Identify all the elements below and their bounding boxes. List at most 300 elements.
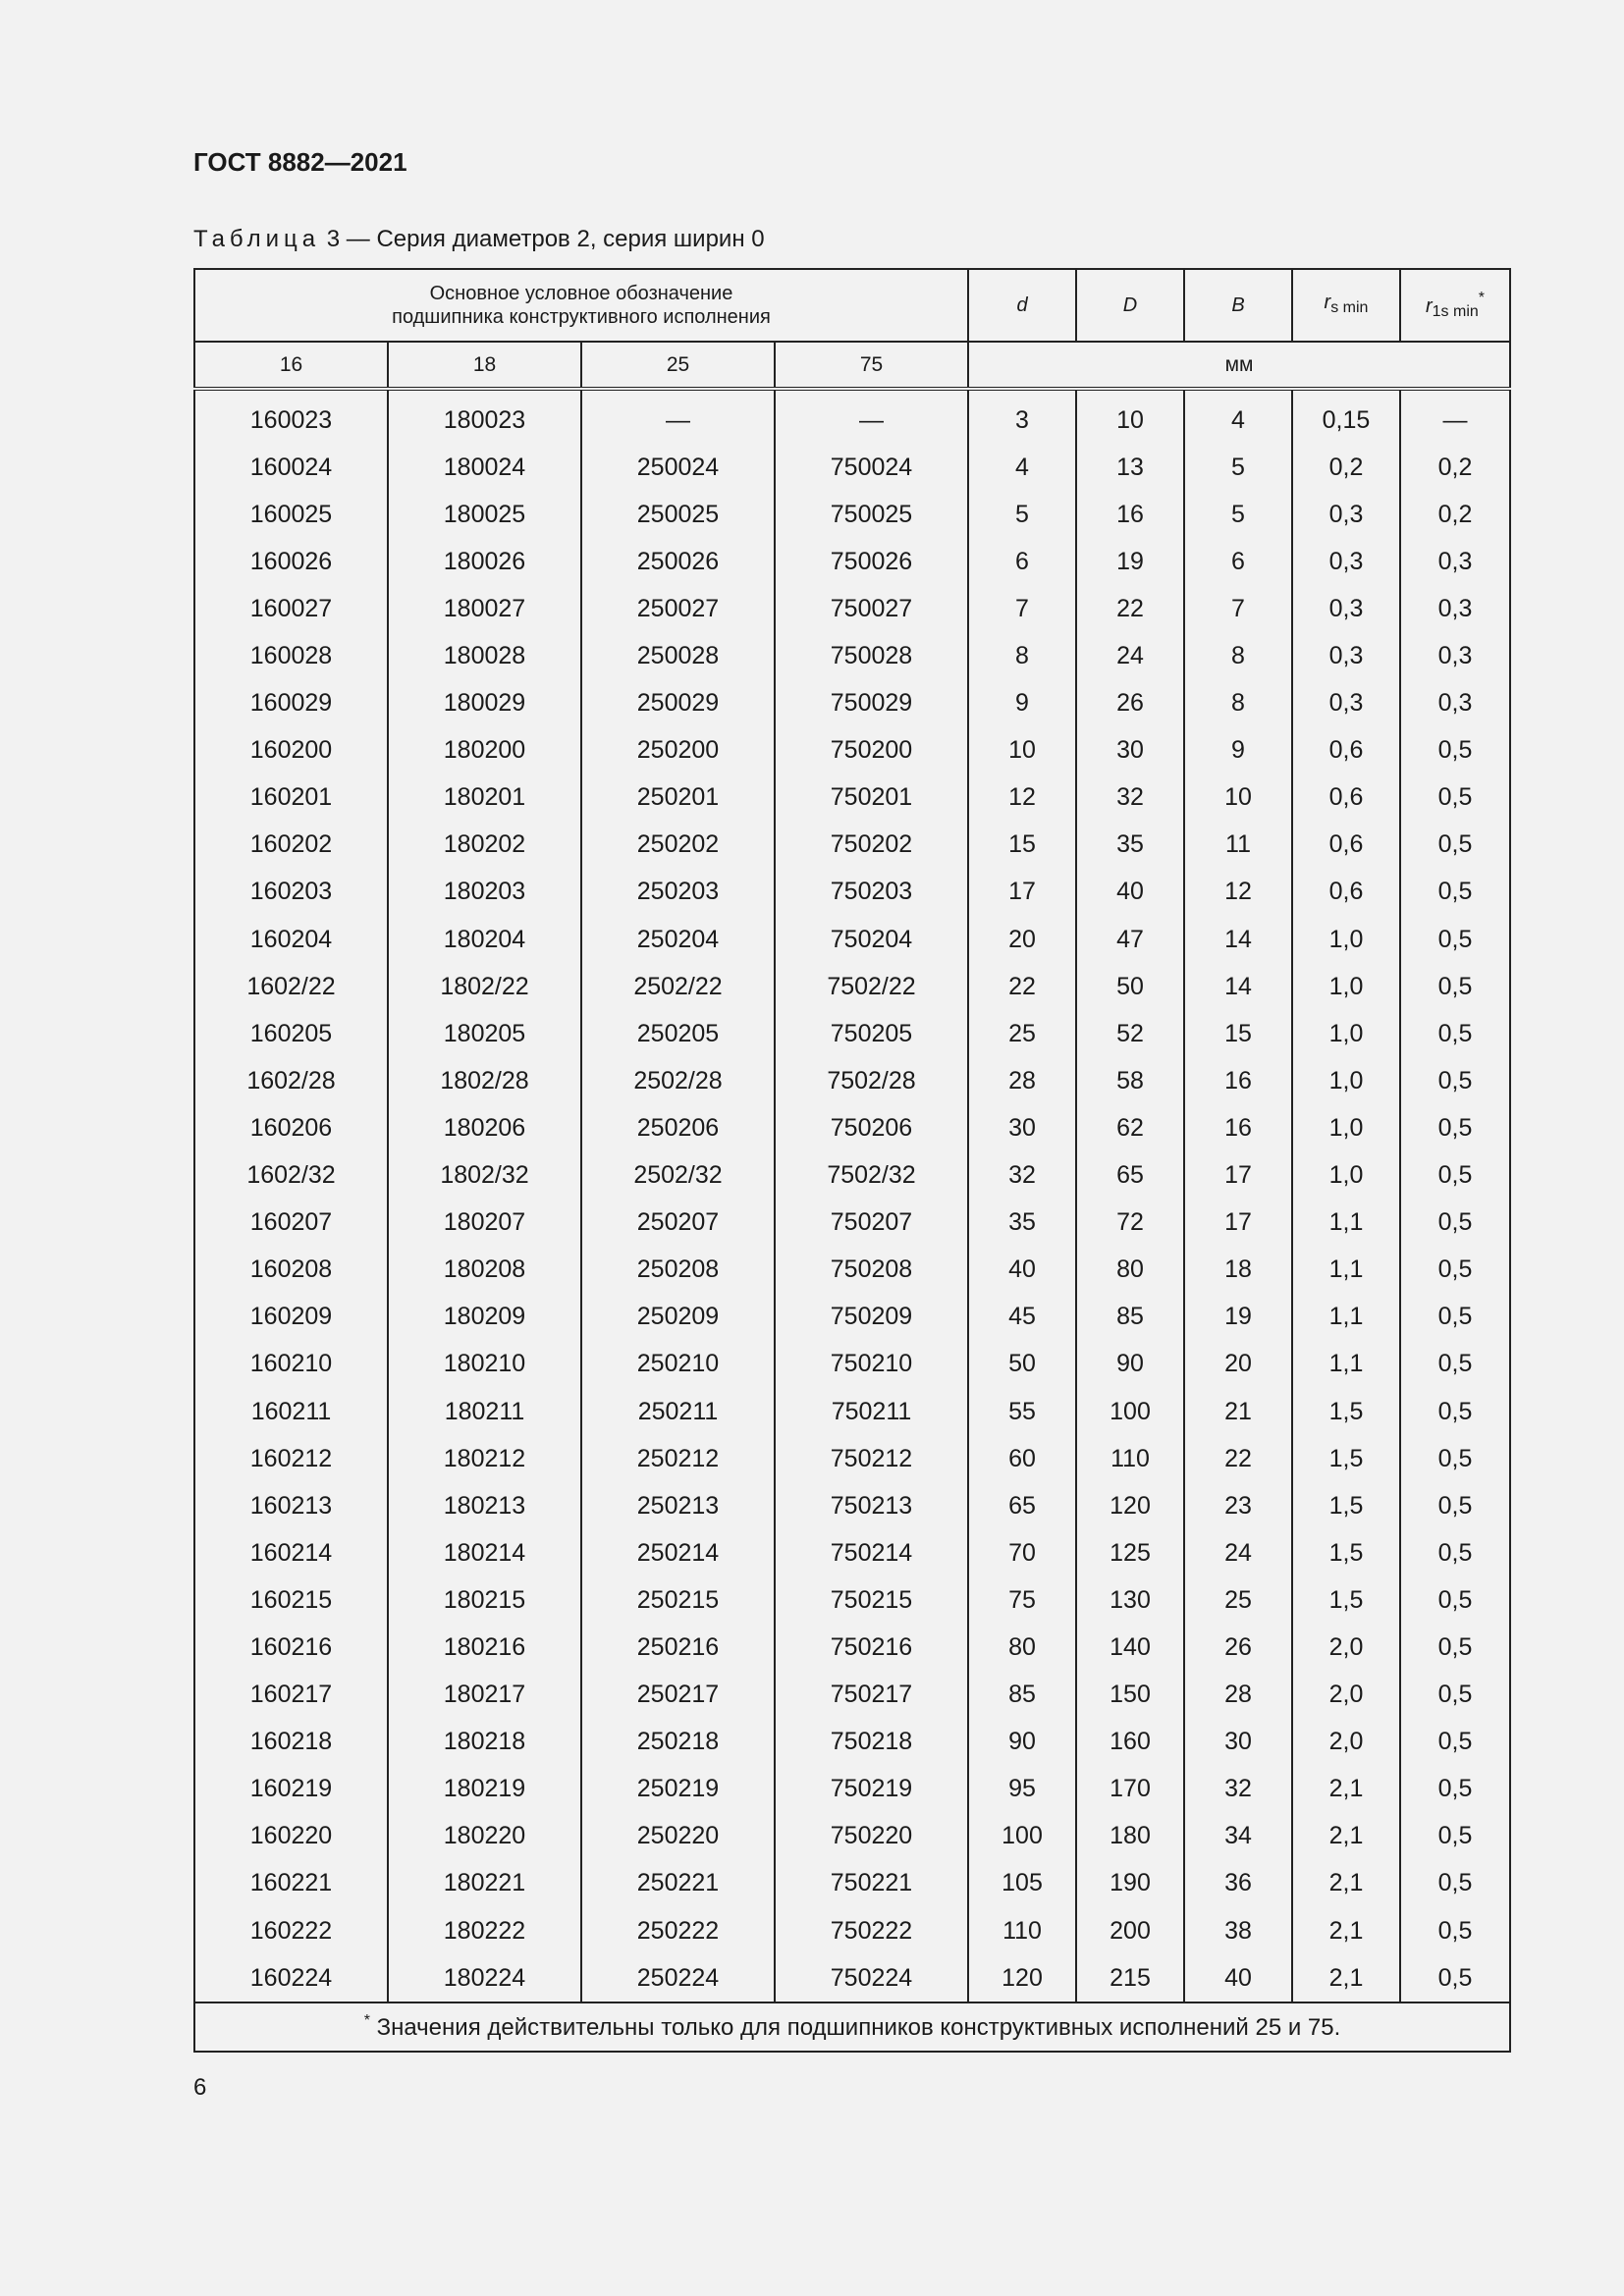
table-row bbox=[194, 1529, 1510, 1576]
table-cell: 250219 bbox=[581, 1766, 775, 1813]
table-cell: 160202 bbox=[194, 822, 388, 869]
subcol-18: 18 bbox=[388, 342, 581, 389]
table-cell: 25 bbox=[1184, 1576, 1292, 1624]
table-cell: 2,1 bbox=[1292, 1954, 1400, 2002]
table-cell: 160219 bbox=[194, 1766, 388, 1813]
table-cell: 5 bbox=[968, 491, 1076, 538]
table-cell: 0,5 bbox=[1400, 1152, 1510, 1200]
table-cell: 0,5 bbox=[1400, 1576, 1510, 1624]
table-cell: 250222 bbox=[581, 1907, 775, 1954]
table-cell: 190 bbox=[1076, 1860, 1184, 1907]
table-cell: 4 bbox=[968, 444, 1076, 491]
table-cell: 250208 bbox=[581, 1247, 775, 1294]
table-cell: 7 bbox=[968, 585, 1076, 632]
table-cell: 750212 bbox=[775, 1435, 968, 1482]
rs-min-header: $r_{s min}$ bbox=[1292, 269, 1400, 342]
table-cell: 750224 bbox=[775, 1954, 968, 2002]
table-cell: 750219 bbox=[775, 1766, 968, 1813]
table-cell: 9 bbox=[968, 680, 1076, 727]
caption-label: Таблица bbox=[193, 226, 321, 252]
table-cell: 0,5 bbox=[1400, 869, 1510, 916]
table-cell: 0,2 bbox=[1400, 491, 1510, 538]
table-cell: 4 bbox=[1184, 389, 1292, 444]
table-cell: 30 bbox=[1076, 727, 1184, 774]
table-cell: 250202 bbox=[581, 822, 775, 869]
table-cell: 180218 bbox=[388, 1719, 581, 1766]
table-cell: 750200 bbox=[775, 727, 968, 774]
table-cell: 21 bbox=[1184, 1388, 1292, 1435]
table-cell: 250024 bbox=[581, 444, 775, 491]
table-cell: 11 bbox=[1184, 822, 1292, 869]
table-cell: 180217 bbox=[388, 1672, 581, 1719]
table-cell: 160025 bbox=[194, 491, 388, 538]
table-row bbox=[194, 389, 1510, 444]
d-header: d bbox=[968, 269, 1076, 342]
table-row bbox=[194, 963, 1510, 1010]
table-cell: 750026 bbox=[775, 538, 968, 585]
table-cell: 1,0 bbox=[1292, 963, 1400, 1010]
table-cell: 1602/32 bbox=[194, 1152, 388, 1200]
table-cell: 750214 bbox=[775, 1529, 968, 1576]
table-cell: 15 bbox=[1184, 1010, 1292, 1057]
table-cell: 0,6 bbox=[1292, 774, 1400, 822]
table-cell: 250203 bbox=[581, 869, 775, 916]
table-row bbox=[194, 491, 1510, 538]
table-cell: 5 bbox=[1184, 444, 1292, 491]
table-cell: 100 bbox=[1076, 1388, 1184, 1435]
table-cell: 160028 bbox=[194, 632, 388, 679]
table-cell: 1,5 bbox=[1292, 1435, 1400, 1482]
table-cell: 160209 bbox=[194, 1294, 388, 1341]
table-cell: 8 bbox=[1184, 632, 1292, 679]
table-cell: 250028 bbox=[581, 632, 775, 679]
table-cell: 8 bbox=[968, 632, 1076, 679]
table-cell: 7502/22 bbox=[775, 963, 968, 1010]
table-row bbox=[194, 538, 1510, 585]
table-row bbox=[194, 1247, 1510, 1294]
table-cell: 0,5 bbox=[1400, 1907, 1510, 1954]
table-cell: — bbox=[581, 389, 775, 444]
table-cell: 0,5 bbox=[1400, 1672, 1510, 1719]
table-cell: 65 bbox=[968, 1482, 1076, 1529]
table-cell: 0,5 bbox=[1400, 774, 1510, 822]
table-cell: 6 bbox=[968, 538, 1076, 585]
table-cell: 7 bbox=[1184, 585, 1292, 632]
table-cell: 750203 bbox=[775, 869, 968, 916]
table-row bbox=[194, 1010, 1510, 1057]
table-cell: 0,3 bbox=[1292, 538, 1400, 585]
table-cell: 26 bbox=[1076, 680, 1184, 727]
table-cell: 40 bbox=[968, 1247, 1076, 1294]
header-row-main bbox=[194, 269, 1510, 342]
table-cell: 750205 bbox=[775, 1010, 968, 1057]
table-cell: 250216 bbox=[581, 1624, 775, 1671]
table-cell: 1,0 bbox=[1292, 1152, 1400, 1200]
table-cell: 750027 bbox=[775, 585, 968, 632]
table-cell: 20 bbox=[968, 916, 1076, 963]
table-cell: 0,3 bbox=[1400, 538, 1510, 585]
table-cell: 55 bbox=[968, 1388, 1076, 1435]
table-cell: 75 bbox=[968, 1576, 1076, 1624]
table-cell: 160214 bbox=[194, 1529, 388, 1576]
table-cell: 80 bbox=[1076, 1247, 1184, 1294]
table-cell: 28 bbox=[1184, 1672, 1292, 1719]
table-cell: 180219 bbox=[388, 1766, 581, 1813]
table-cell: 1,1 bbox=[1292, 1247, 1400, 1294]
table-cell: 180216 bbox=[388, 1624, 581, 1671]
table-cell: 26 bbox=[1184, 1624, 1292, 1671]
table-cell: 60 bbox=[968, 1435, 1076, 1482]
table-cell: 160204 bbox=[194, 916, 388, 963]
table-cell: 140 bbox=[1076, 1624, 1184, 1671]
table-cell: 120 bbox=[968, 1954, 1076, 2002]
table-cell: 0,3 bbox=[1292, 585, 1400, 632]
table-cell: 130 bbox=[1076, 1576, 1184, 1624]
table-cell: 1802/22 bbox=[388, 963, 581, 1010]
table-cell: 1,5 bbox=[1292, 1388, 1400, 1435]
table-cell: 250209 bbox=[581, 1294, 775, 1341]
table-cell: 17 bbox=[968, 869, 1076, 916]
table-cell: 70 bbox=[968, 1529, 1076, 1576]
table-cell: 3 bbox=[968, 389, 1076, 444]
table-cell: 1,0 bbox=[1292, 1010, 1400, 1057]
table-cell: 0,5 bbox=[1400, 1200, 1510, 1247]
table-cell: 180201 bbox=[388, 774, 581, 822]
table-cell: 22 bbox=[968, 963, 1076, 1010]
table-cell: 250204 bbox=[581, 916, 775, 963]
table-cell: 250220 bbox=[581, 1813, 775, 1860]
table-cell: 0,5 bbox=[1400, 822, 1510, 869]
table-cell: 24 bbox=[1184, 1529, 1292, 1576]
table-cell: 85 bbox=[968, 1672, 1076, 1719]
table-cell: 0,2 bbox=[1400, 444, 1510, 491]
table-cell: 58 bbox=[1076, 1057, 1184, 1104]
unit-header: мм bbox=[968, 342, 1510, 389]
table-cell: 0,5 bbox=[1400, 1813, 1510, 1860]
table-cell: 160217 bbox=[194, 1672, 388, 1719]
table-cell: 22 bbox=[1076, 585, 1184, 632]
table-row bbox=[194, 1388, 1510, 1435]
table-row bbox=[194, 632, 1510, 679]
table-cell: 250214 bbox=[581, 1529, 775, 1576]
table-cell: 10 bbox=[1076, 389, 1184, 444]
table-cell: — bbox=[775, 389, 968, 444]
table-cell: 250025 bbox=[581, 491, 775, 538]
table-cell: 750218 bbox=[775, 1719, 968, 1766]
table-cell: 160205 bbox=[194, 1010, 388, 1057]
table-cell: 180215 bbox=[388, 1576, 581, 1624]
table-cell: 0,5 bbox=[1400, 963, 1510, 1010]
table-cell: 180214 bbox=[388, 1529, 581, 1576]
document-title: ГОСТ 8882—2021 bbox=[193, 147, 407, 177]
table-row bbox=[194, 1057, 1510, 1104]
table-cell: 12 bbox=[1184, 869, 1292, 916]
table-cell: 1,5 bbox=[1292, 1482, 1400, 1529]
table-row bbox=[194, 680, 1510, 727]
table-row bbox=[194, 1624, 1510, 1671]
table-cell: 35 bbox=[968, 1200, 1076, 1247]
table-cell: 750202 bbox=[775, 822, 968, 869]
table-cell: 0,5 bbox=[1400, 1341, 1510, 1388]
table-cell: 750222 bbox=[775, 1907, 968, 1954]
table-cell: 180205 bbox=[388, 1010, 581, 1057]
table-cell: 0,6 bbox=[1292, 727, 1400, 774]
table-cell: 7502/32 bbox=[775, 1152, 968, 1200]
table-cell: 250201 bbox=[581, 774, 775, 822]
table-cell: 160027 bbox=[194, 585, 388, 632]
table-cell: 125 bbox=[1076, 1529, 1184, 1576]
table-cell: 90 bbox=[1076, 1341, 1184, 1388]
table-row bbox=[194, 727, 1510, 774]
table-row bbox=[194, 869, 1510, 916]
table-cell: 160207 bbox=[194, 1200, 388, 1247]
table-cell: 160208 bbox=[194, 1247, 388, 1294]
table-cell: 180209 bbox=[388, 1294, 581, 1341]
table-cell: 72 bbox=[1076, 1200, 1184, 1247]
table-cell: — bbox=[1400, 389, 1510, 444]
table-cell: 0,3 bbox=[1400, 585, 1510, 632]
table-cell: 0,5 bbox=[1400, 1766, 1510, 1813]
table-cell: 2502/28 bbox=[581, 1057, 775, 1104]
table-cell: 40 bbox=[1076, 869, 1184, 916]
table-cell: 1,1 bbox=[1292, 1341, 1400, 1388]
table-row bbox=[194, 822, 1510, 869]
table-cell: 160212 bbox=[194, 1435, 388, 1482]
table-cell: 180222 bbox=[388, 1907, 581, 1954]
table-cell: 750204 bbox=[775, 916, 968, 963]
table-cell: 23 bbox=[1184, 1482, 1292, 1529]
table-cell: 750025 bbox=[775, 491, 968, 538]
table-cell: 250211 bbox=[581, 1388, 775, 1435]
table-cell: 160200 bbox=[194, 727, 388, 774]
table-cell: 62 bbox=[1076, 1104, 1184, 1151]
table-cell: 2,1 bbox=[1292, 1766, 1400, 1813]
table-cell: 14 bbox=[1184, 916, 1292, 963]
table-cell: 0,5 bbox=[1400, 1860, 1510, 1907]
subcol-75: 75 bbox=[775, 342, 968, 389]
table-cell: 750217 bbox=[775, 1672, 968, 1719]
table-cell: 160218 bbox=[194, 1719, 388, 1766]
table-cell: 34 bbox=[1184, 1813, 1292, 1860]
footnote bbox=[194, 2002, 1510, 2052]
table-cell: 16 bbox=[1184, 1057, 1292, 1104]
table-cell: 750213 bbox=[775, 1482, 968, 1529]
table-cell: 750210 bbox=[775, 1341, 968, 1388]
B-header: B bbox=[1184, 269, 1292, 342]
table-cell: 160213 bbox=[194, 1482, 388, 1529]
table-cell: 250205 bbox=[581, 1010, 775, 1057]
table-cell: 0,6 bbox=[1292, 822, 1400, 869]
table-cell: 1602/28 bbox=[194, 1057, 388, 1104]
table-cell: 2502/32 bbox=[581, 1152, 775, 1200]
table-cell: 12 bbox=[968, 774, 1076, 822]
table-cell: 0,5 bbox=[1400, 727, 1510, 774]
page-number: 6 bbox=[193, 2074, 207, 2101]
table-cell: 160222 bbox=[194, 1907, 388, 1954]
table-cell: 35 bbox=[1076, 822, 1184, 869]
table-cell: 0,15 bbox=[1292, 389, 1400, 444]
table-cell: 0,5 bbox=[1400, 1104, 1510, 1151]
table-cell: 120 bbox=[1076, 1482, 1184, 1529]
table-row bbox=[194, 1152, 1510, 1200]
table-cell: 2,1 bbox=[1292, 1860, 1400, 1907]
table-cell: 1,5 bbox=[1292, 1576, 1400, 1624]
table-cell: 9 bbox=[1184, 727, 1292, 774]
table-cell: 0,5 bbox=[1400, 1057, 1510, 1104]
table-cell: 1,5 bbox=[1292, 1529, 1400, 1576]
table-cell: 1,1 bbox=[1292, 1294, 1400, 1341]
table-cell: 250212 bbox=[581, 1435, 775, 1482]
table-row bbox=[194, 1907, 1510, 1954]
table-cell: 2,0 bbox=[1292, 1624, 1400, 1671]
table-cell: 18 bbox=[1184, 1247, 1292, 1294]
table-cell: 250213 bbox=[581, 1482, 775, 1529]
table-cell: 95 bbox=[968, 1766, 1076, 1813]
table-cell: 180207 bbox=[388, 1200, 581, 1247]
table-cell: 16 bbox=[1076, 491, 1184, 538]
table-cell: 0,3 bbox=[1292, 491, 1400, 538]
table-cell: 65 bbox=[1076, 1152, 1184, 1200]
table-cell: 180212 bbox=[388, 1435, 581, 1482]
table-cell: 750028 bbox=[775, 632, 968, 679]
table-cell: 0,2 bbox=[1292, 444, 1400, 491]
table-cell: 250215 bbox=[581, 1576, 775, 1624]
table-cell: 160201 bbox=[194, 774, 388, 822]
table-cell: 0,5 bbox=[1400, 1624, 1510, 1671]
table-cell: 200 bbox=[1076, 1907, 1184, 1954]
table-cell: 180027 bbox=[388, 585, 581, 632]
table-cell: 10 bbox=[968, 727, 1076, 774]
table-row bbox=[194, 1341, 1510, 1388]
table-cell: 250029 bbox=[581, 680, 775, 727]
table-cell: 7502/28 bbox=[775, 1057, 968, 1104]
table-caption bbox=[193, 226, 765, 253]
table-row bbox=[194, 444, 1510, 491]
table-row bbox=[194, 774, 1510, 822]
table-cell: 750220 bbox=[775, 1813, 968, 1860]
table-cell: 2502/22 bbox=[581, 963, 775, 1010]
table-cell: 24 bbox=[1076, 632, 1184, 679]
table-cell: 160026 bbox=[194, 538, 388, 585]
table-cell: 15 bbox=[968, 822, 1076, 869]
table-cell: 47 bbox=[1076, 916, 1184, 963]
table-cell: 105 bbox=[968, 1860, 1076, 1907]
table-cell: 5 bbox=[1184, 491, 1292, 538]
table-cell: 250027 bbox=[581, 585, 775, 632]
table-cell: 16 bbox=[1184, 1104, 1292, 1151]
table-cell: 180224 bbox=[388, 1954, 581, 2002]
table-cell: 180211 bbox=[388, 1388, 581, 1435]
table-cell: 0,6 bbox=[1292, 869, 1400, 916]
table-cell: 215 bbox=[1076, 1954, 1184, 2002]
table-cell: 110 bbox=[1076, 1435, 1184, 1482]
table-cell: 0,5 bbox=[1400, 1247, 1510, 1294]
table-cell: 180029 bbox=[388, 680, 581, 727]
table-cell: 750221 bbox=[775, 1860, 968, 1907]
r1s-min-header: $r_{1s min}^*$ bbox=[1400, 269, 1510, 342]
table-row bbox=[194, 1482, 1510, 1529]
table-cell: 0,5 bbox=[1400, 1010, 1510, 1057]
table-row bbox=[194, 1200, 1510, 1247]
table-cell: 22 bbox=[1184, 1435, 1292, 1482]
table-cell: 17 bbox=[1184, 1200, 1292, 1247]
table-cell: 180202 bbox=[388, 822, 581, 869]
table-cell: 180024 bbox=[388, 444, 581, 491]
table-cell: 180 bbox=[1076, 1813, 1184, 1860]
D-header: D bbox=[1076, 269, 1184, 342]
table-cell: 180023 bbox=[388, 389, 581, 444]
table-cell: 250221 bbox=[581, 1860, 775, 1907]
table-cell: 45 bbox=[968, 1294, 1076, 1341]
table-cell: 160215 bbox=[194, 1576, 388, 1624]
table-cell: 750215 bbox=[775, 1576, 968, 1624]
table-cell: 85 bbox=[1076, 1294, 1184, 1341]
table-cell: 150 bbox=[1076, 1672, 1184, 1719]
subcol-16: 16 bbox=[194, 342, 388, 389]
table-cell: 1802/28 bbox=[388, 1057, 581, 1104]
table-cell: 180208 bbox=[388, 1247, 581, 1294]
table-cell: 160206 bbox=[194, 1104, 388, 1151]
table-cell: 160 bbox=[1076, 1719, 1184, 1766]
table-cell: 0,5 bbox=[1400, 1954, 1510, 2002]
table-cell: 8 bbox=[1184, 680, 1292, 727]
table-cell: 1,1 bbox=[1292, 1200, 1400, 1247]
table-cell: 160216 bbox=[194, 1624, 388, 1671]
table-cell: 750211 bbox=[775, 1388, 968, 1435]
table-row bbox=[194, 1954, 1510, 2002]
table-cell: 160210 bbox=[194, 1341, 388, 1388]
table-cell: 160211 bbox=[194, 1388, 388, 1435]
table-cell: 750216 bbox=[775, 1624, 968, 1671]
table-cell: 250210 bbox=[581, 1341, 775, 1388]
table-cell: 1602/22 bbox=[194, 963, 388, 1010]
table-cell: 250207 bbox=[581, 1200, 775, 1247]
table-cell: 52 bbox=[1076, 1010, 1184, 1057]
table-cell: 2,1 bbox=[1292, 1907, 1400, 1954]
table-cell: 30 bbox=[968, 1104, 1076, 1151]
table-cell: 180203 bbox=[388, 869, 581, 916]
table-cell: 13 bbox=[1076, 444, 1184, 491]
table-cell: 0,3 bbox=[1400, 632, 1510, 679]
table-cell: 170 bbox=[1076, 1766, 1184, 1813]
table-cell: 32 bbox=[968, 1152, 1076, 1200]
table-cell: 160220 bbox=[194, 1813, 388, 1860]
table-cell: 160023 bbox=[194, 389, 388, 444]
table-cell: 110 bbox=[968, 1907, 1076, 1954]
table-cell: 2,0 bbox=[1292, 1672, 1400, 1719]
table-cell: 100 bbox=[968, 1813, 1076, 1860]
table-cell: 180206 bbox=[388, 1104, 581, 1151]
table-cell: 14 bbox=[1184, 963, 1292, 1010]
table-cell: 180204 bbox=[388, 916, 581, 963]
table-cell: 0,5 bbox=[1400, 1294, 1510, 1341]
header-row-sub bbox=[194, 342, 1510, 389]
table-cell: 10 bbox=[1184, 774, 1292, 822]
table-cell: 160221 bbox=[194, 1860, 388, 1907]
table-cell: 180220 bbox=[388, 1813, 581, 1860]
table-row bbox=[194, 1104, 1510, 1151]
table-cell: 1,0 bbox=[1292, 1057, 1400, 1104]
table-cell: 160024 bbox=[194, 444, 388, 491]
table-cell: 2,1 bbox=[1292, 1813, 1400, 1860]
table-cell: 180213 bbox=[388, 1482, 581, 1529]
table-row bbox=[194, 916, 1510, 963]
table-cell: 90 bbox=[968, 1719, 1076, 1766]
table-cell: 0,3 bbox=[1400, 680, 1510, 727]
table-cell: 0,3 bbox=[1292, 680, 1400, 727]
table-cell: 0,5 bbox=[1400, 1719, 1510, 1766]
table-cell: 750029 bbox=[775, 680, 968, 727]
